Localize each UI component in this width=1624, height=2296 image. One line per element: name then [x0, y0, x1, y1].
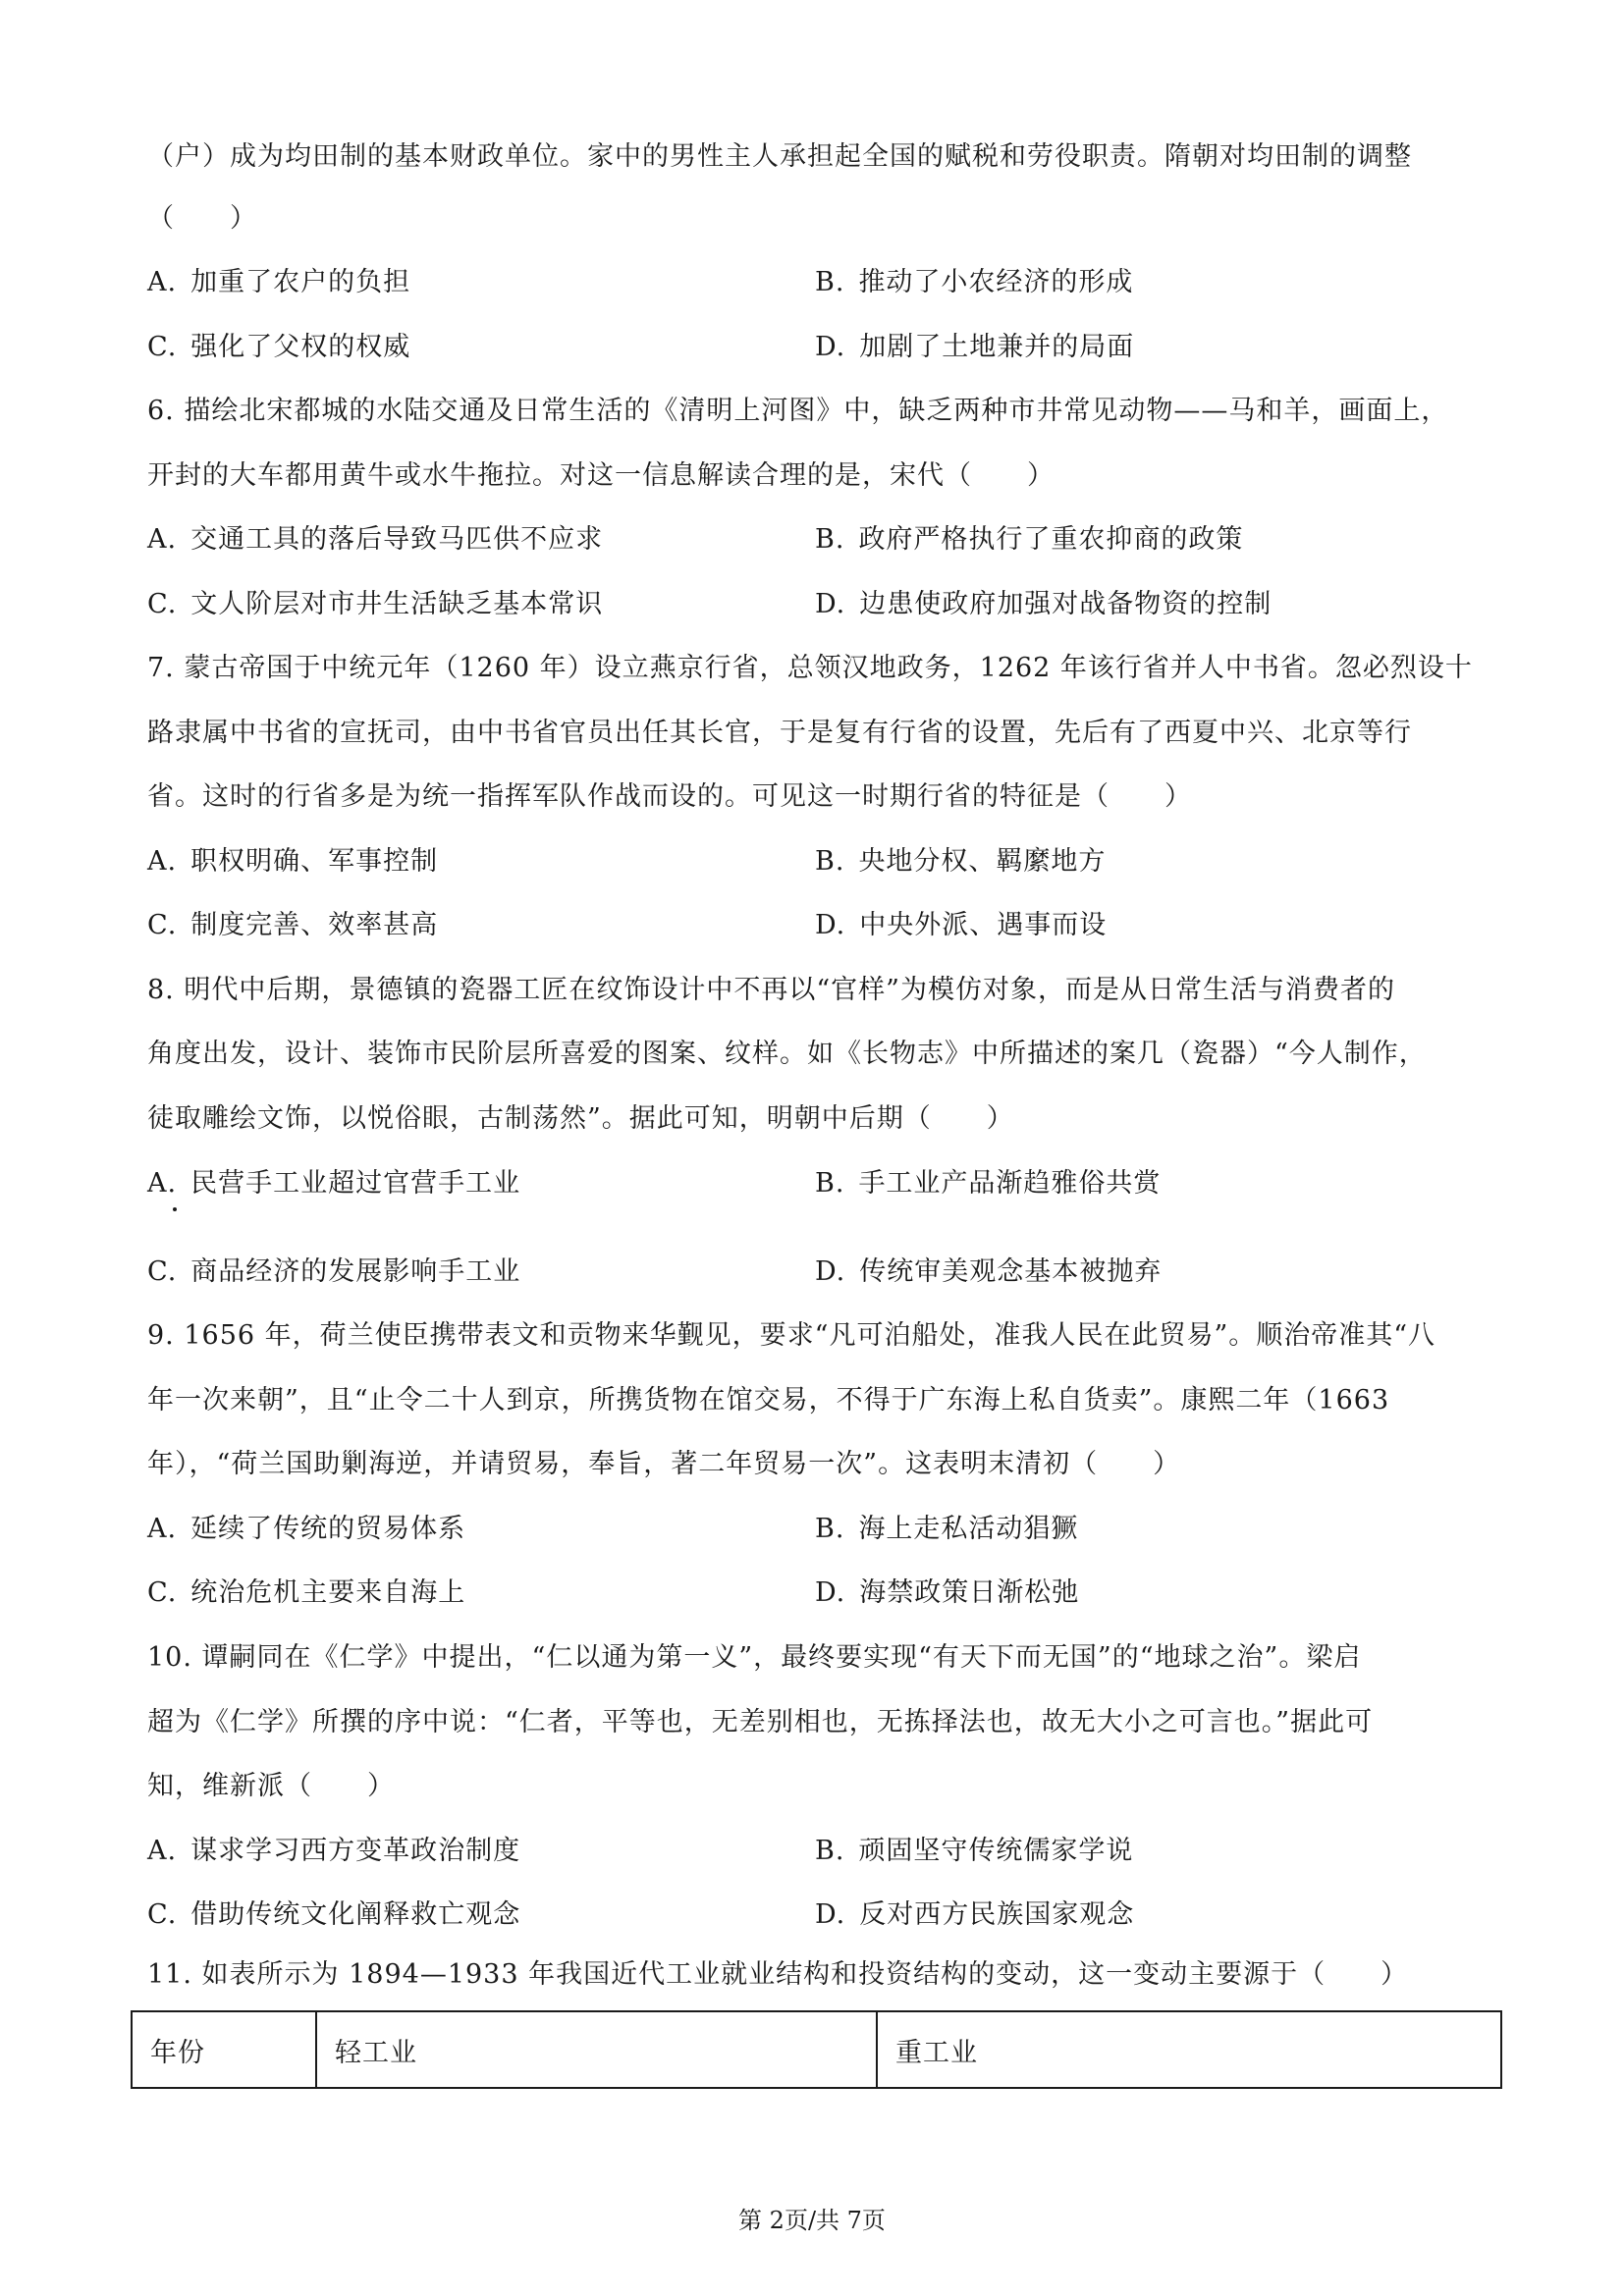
option-letter: C. [147, 332, 178, 362]
q9-option-c [147, 1574, 465, 1613]
option-text: 央地分权、羁縻地方 [858, 846, 1107, 877]
q6-option-c [147, 585, 603, 624]
option-text: 加重了农户的负担 [190, 267, 411, 297]
page-footer: 第 2页/共 7页 [738, 2207, 886, 2234]
option-letter: D. [815, 332, 846, 362]
q5-option-d [815, 328, 1134, 367]
option-text: 强化了父权的权威 [190, 332, 411, 362]
q11-table [131, 2010, 1502, 2089]
q10-option-c [147, 1896, 520, 1935]
option-letter: B. [815, 1168, 845, 1199]
option-text: 海禁政策日渐松弛 [859, 1577, 1080, 1608]
table-header-cell: 重工业 [877, 2011, 1501, 2088]
stray-dot-mark [173, 1207, 177, 1211]
q5-option-a [147, 263, 410, 302]
option-letter: A. [147, 267, 178, 297]
q5-option-c [147, 328, 410, 367]
option-letter: A. [147, 524, 178, 555]
option-text: 海上走私活动猖獗 [858, 1514, 1079, 1544]
q7-stem-line-2: 路隶属中书省的宣抚司，由中书省官员出任其长官，于是复有行省的设置，先后有了西夏中兴、北京等行 [147, 718, 1412, 748]
option-letter: C. [147, 910, 178, 940]
q10-option-b [815, 1832, 1133, 1871]
option-letter: B. [815, 524, 845, 555]
option-text: 职权明确、军事控制 [190, 846, 439, 877]
option-letter: C. [147, 1577, 178, 1608]
q8-stem-line-1: 8. 明代中后期，景德镇的瓷器工匠在纹饰设计中不再以“官样”为模仿对象，而是从日常生活与消费者的 [147, 975, 1395, 1005]
option-letter: A. [147, 846, 178, 877]
option-letter: B. [815, 1514, 845, 1544]
option-letter: D. [815, 1256, 846, 1287]
option-letter: D. [815, 1899, 846, 1930]
q10-option-a [147, 1832, 520, 1871]
option-letter: D. [815, 1577, 846, 1608]
option-letter: B. [815, 1836, 845, 1866]
option-text: 政府严格执行了重农抑商的政策 [858, 524, 1244, 555]
q9-option-b [815, 1510, 1078, 1549]
q10-stem-line-3: 知，维新派（ ） [147, 1771, 395, 1801]
q7-option-d [815, 906, 1107, 945]
option-text: 加剧了土地兼并的局面 [859, 332, 1135, 362]
q10-option-d [815, 1896, 1134, 1935]
option-text: 文人阶层对市井生活缺乏基本常识 [190, 589, 604, 619]
q6-option-b [815, 520, 1243, 560]
option-letter: A. [147, 1836, 178, 1866]
option-letter: B. [815, 267, 845, 297]
option-text: 反对西方民族国家观念 [859, 1899, 1135, 1930]
q5-option-b [815, 263, 1133, 302]
option-letter: C. [147, 589, 178, 619]
option-text: 交通工具的落后导致马匹供不应求 [190, 524, 604, 555]
q10-stem-line-1: 10. 谭嗣同在《仁学》中提出，“仁以通为第一义”，最终要实现“有天下而无国”的“地球之治”。梁启 [147, 1642, 1362, 1673]
table-header-row [132, 2011, 1501, 2088]
q9-stem-line-1: 9. 1656 年，荷兰使臣携带表文和贡物来华觐见，要求“凡可泊船处，准我人民在此贸易”。顺治帝准其“八 [147, 1320, 1436, 1351]
q9-option-d [815, 1574, 1079, 1613]
q8-stem-line-3: 徒取雕绘文饰，以悦俗眼，古制荡然”。据此可知，明朝中后期（ ） [147, 1103, 1014, 1134]
q8-option-c [147, 1253, 520, 1292]
q9-stem-line-3: 年），“荷兰国助剿海逆，并请贸易，奉旨，著二年贸易一次”。这表明末清初（ ） [147, 1449, 1181, 1479]
option-letter: D. [815, 910, 846, 940]
q8-stem-line-2: 角度出发，设计、装饰市民阶层所喜爱的图案、纹样。如《长物志》中所描述的案几（瓷器）“今人制作， [147, 1039, 1427, 1069]
q7-option-a [147, 842, 438, 881]
q7-stem-line-1: 7. 蒙古帝国于中统元年（1260 年）设立燕京行省，总领汉地政务，1262 年该行省并人中书省。忽必烈设十 [147, 653, 1473, 683]
option-letter: B. [815, 846, 845, 877]
q11-stem-line-1: 11. 如表所示为 1894—1933 年我国近代工业就业结构和投资结构的变动，这一变动主要源于（ ） [147, 1959, 1409, 1990]
option-text: 民营手工业超过官营手工业 [190, 1168, 521, 1199]
table-header-cell: 轻工业 [316, 2011, 877, 2088]
q6-option-a [147, 520, 603, 560]
table-header-cell: 年份 [132, 2011, 316, 2088]
q8-option-b [815, 1164, 1161, 1203]
option-text: 手工业产品渐趋雅俗共赏 [858, 1168, 1162, 1199]
option-text: 制度完善、效率甚高 [190, 910, 439, 940]
q6-stem-line-1: 6. 描绘北宋都城的水陆交通及日常生活的《清明上河图》中，缺乏两种市井常见动物——马和羊，画面上， [147, 396, 1449, 426]
option-text: 统治危机主要来自海上 [190, 1577, 466, 1608]
option-text: 中央外派、遇事而设 [859, 910, 1108, 940]
option-text: 商品经济的发展影响手工业 [190, 1256, 521, 1287]
option-letter: A. [147, 1514, 178, 1544]
option-text: 传统审美观念基本被抛弃 [859, 1256, 1163, 1287]
q7-option-b [815, 842, 1106, 881]
q8-option-a [147, 1164, 520, 1203]
q10-stem-line-2: 超为《仁学》所撰的序中说：“仁者，平等也，无差别相也，无拣择法也，故无大小之可言也。”据此可 [147, 1707, 1374, 1737]
q5-stem-line-1: （户）成为均田制的基本财政单位。家中的男性主人承担起全国的赋税和劳役职责。隋朝对均田制的调整 [147, 141, 1412, 172]
option-text: 谋求学习西方变革政治制度 [190, 1836, 521, 1866]
q6-option-d [815, 585, 1272, 624]
q7-option-c [147, 906, 438, 945]
q7-stem-line-3: 省。这时的行省多是为统一指挥军队作战而设的。可见这一时期行省的特征是（ ） [147, 781, 1192, 812]
option-text: 顽固坚守传统儒家学说 [858, 1836, 1134, 1866]
option-letter: D. [815, 589, 846, 619]
option-letter: C. [147, 1899, 178, 1930]
option-letter: C. [147, 1256, 178, 1287]
option-letter: A. [147, 1168, 178, 1199]
q5-stem-line-2: （ ） [147, 203, 257, 234]
q9-stem-line-2: 年一次来朝”，且“止令二十人到京，所携货物在馆交易，不得于广东海上私自货卖”。康熙二年（1663 [147, 1385, 1390, 1415]
option-text: 延续了传统的贸易体系 [190, 1514, 466, 1544]
option-text: 推动了小农经济的形成 [858, 267, 1134, 297]
q6-stem-line-2: 开封的大车都用黄牛或水牛拖拉。对这一信息解读合理的是，宋代（ ） [147, 460, 1055, 491]
option-text: 借助传统文化阐释救亡观念 [190, 1899, 521, 1930]
q9-option-a [147, 1510, 465, 1549]
option-text: 边患使政府加强对战备物资的控制 [859, 589, 1272, 619]
q8-option-d [815, 1253, 1162, 1292]
